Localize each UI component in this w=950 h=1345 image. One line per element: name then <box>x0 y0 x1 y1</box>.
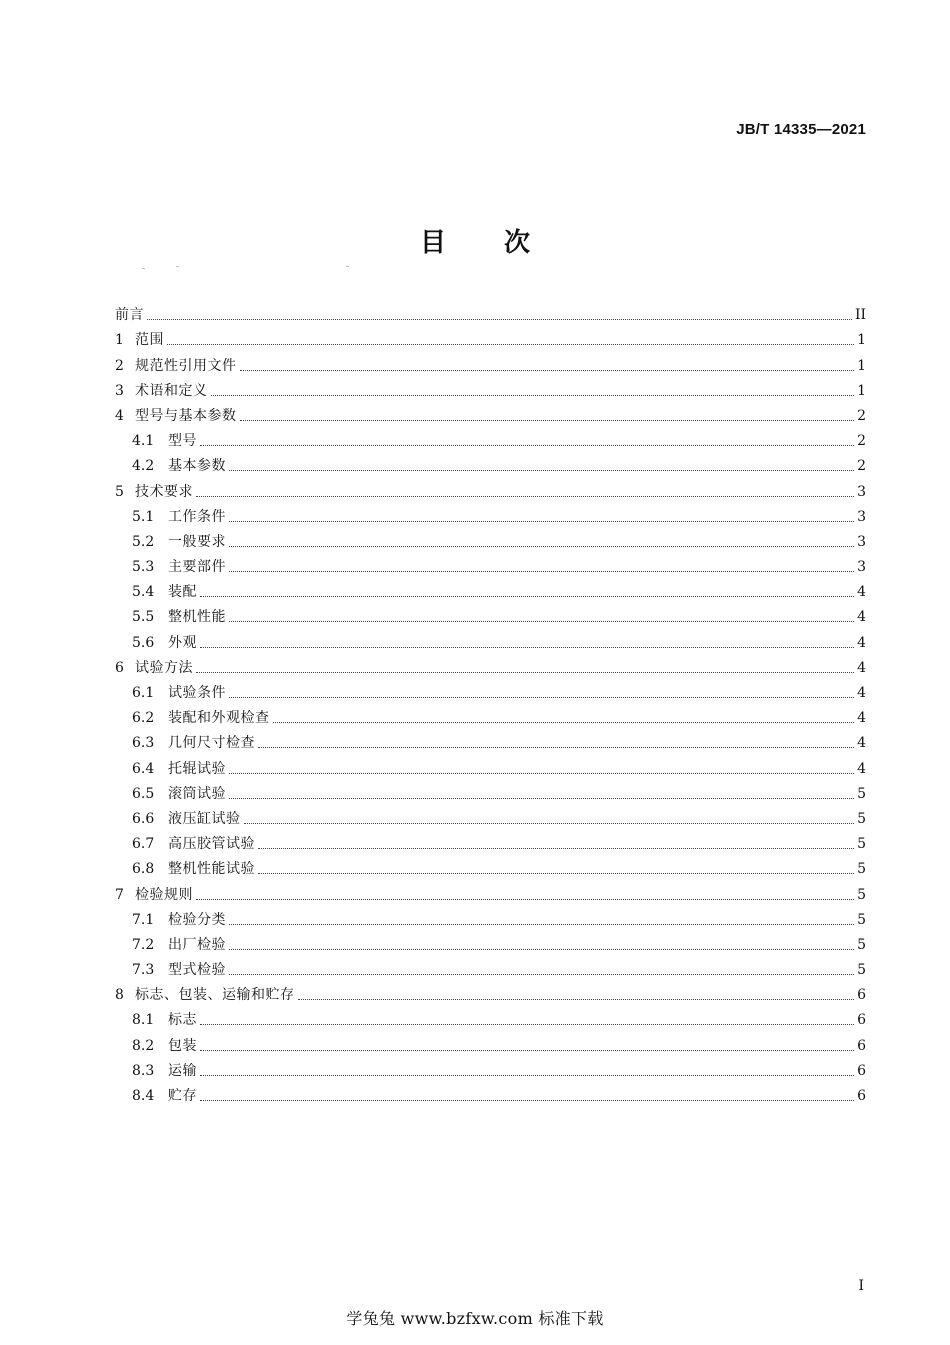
toc-entry[interactable] <box>115 552 866 577</box>
toc-entry-page: 4 <box>857 609 866 626</box>
toc-entry-page: 3 <box>857 508 866 525</box>
table-of-contents <box>115 300 866 1106</box>
toc-entry-number: 6.8 <box>132 861 155 878</box>
toc-entry-number: 5.5 <box>132 609 155 626</box>
toc-entry-page: 5 <box>857 962 866 979</box>
toc-entry-number: 6 <box>115 659 124 676</box>
toc-entry-leader <box>229 470 854 471</box>
toc-entry[interactable] <box>115 879 866 904</box>
toc-entry-page: 2 <box>857 407 866 424</box>
toc-entry-leader <box>229 798 854 799</box>
toc-entry[interactable] <box>115 376 866 401</box>
toc-entry-title: 基本参数 <box>168 458 226 475</box>
toc-entry-page: 1 <box>857 357 866 374</box>
toc-entry-title: 液压缸试验 <box>168 810 241 827</box>
toc-entry-leader <box>229 697 854 698</box>
toc-entry-page: 6 <box>857 1012 866 1029</box>
toc-entry-leader <box>229 546 854 547</box>
toc-entry-leader <box>200 1100 854 1101</box>
toc-entry-title: 试验方法 <box>135 659 193 676</box>
toc-entry-number: 5.2 <box>132 533 155 550</box>
toc-entry-title: 滚筒试验 <box>168 785 226 802</box>
toc-entry-page: 4 <box>857 584 866 601</box>
toc-entry-leader <box>229 621 854 622</box>
toc-entry-page: 6 <box>857 1037 866 1054</box>
toc-entry[interactable] <box>115 779 866 804</box>
toc-entry-number: 8 <box>115 987 124 1004</box>
toc-entry-title: 整机性能 <box>168 609 226 626</box>
toc-entry-page: 5 <box>857 936 866 953</box>
toc-entry-leader <box>147 319 852 320</box>
toc-entry[interactable] <box>115 476 866 501</box>
toc-entry[interactable] <box>115 602 866 627</box>
toc-entry-title: 标志、包装、运输和贮存 <box>135 987 295 1004</box>
toc-entry-page: 3 <box>857 559 866 576</box>
toc-entry-leader <box>167 344 854 345</box>
toc-entry-title: 运输 <box>168 1062 197 1079</box>
footer-watermark: 学兔兔 www.bzfxw.com 标准下载 <box>346 1309 604 1328</box>
toc-heading-right: 次 <box>504 228 531 258</box>
toc-entry-leader <box>200 596 854 597</box>
toc-entry-page: 2 <box>857 433 866 450</box>
toc-entry-number: 6.7 <box>132 836 155 853</box>
toc-entry-page: 4 <box>857 659 866 676</box>
toc-entry[interactable] <box>115 905 866 930</box>
toc-entry-number: 5.3 <box>132 559 155 576</box>
toc-entry[interactable] <box>115 502 866 527</box>
toc-entry[interactable] <box>115 527 866 552</box>
toc-entry-leader <box>229 924 854 925</box>
toc-entry-page: 6 <box>857 1088 866 1104</box>
toc-entry-number: 8.4 <box>132 1088 155 1104</box>
toc-entry-page: 5 <box>857 785 866 802</box>
toc-entry-number: 6.5 <box>132 785 155 802</box>
toc-entry-number: 7 <box>115 886 124 903</box>
toc-entry-page: 6 <box>857 987 866 1004</box>
toc-heading-left: 目 <box>419 228 446 258</box>
toc-entry-leader <box>229 521 854 522</box>
toc-entry-number: 5.4 <box>132 584 155 601</box>
toc-entry-page: 6 <box>857 1062 866 1079</box>
toc-entry-title: 贮存 <box>168 1088 197 1104</box>
toc-entry-leader <box>258 848 854 849</box>
toc-entry-title: 规范性引用文件 <box>135 357 237 374</box>
toc-entry-title: 高压胶管试验 <box>168 836 255 853</box>
toc-entry-page: 5 <box>857 861 866 878</box>
toc-entry[interactable] <box>115 678 866 703</box>
toc-entry-leader <box>229 773 854 774</box>
toc-entry-leader <box>258 873 854 874</box>
toc-entry-title: 出厂检验 <box>168 936 226 953</box>
toc-entry-number: 5.1 <box>132 508 155 525</box>
toc-entry-page: 5 <box>857 836 866 853</box>
toc-entry-page: 5 <box>857 886 866 903</box>
toc-entry-leader <box>244 823 855 824</box>
toc-entry-page: 4 <box>857 634 866 651</box>
toc-entry-page: 4 <box>857 685 866 701</box>
toc-entry-leader <box>229 974 854 975</box>
toc-entry-leader <box>229 949 854 950</box>
toc-entry-title: 主要部件 <box>168 559 226 576</box>
toc-entry-number: 4.2 <box>132 458 155 475</box>
toc-entry-page: 4 <box>857 710 866 727</box>
toc-entry-page: 4 <box>857 760 866 777</box>
toc-entry-page: 4 <box>857 735 866 752</box>
toc-entry-title: 检验分类 <box>168 911 226 928</box>
toc-entry-leader <box>196 672 854 673</box>
toc-entry-page: 5 <box>857 810 866 827</box>
toc-heading <box>0 222 950 259</box>
toc-entry[interactable] <box>115 703 866 728</box>
toc-entry-page: 5 <box>857 911 866 928</box>
toc-entry-title: 范围 <box>135 332 164 349</box>
toc-entry-leader <box>196 496 854 497</box>
toc-entry[interactable] <box>115 753 866 778</box>
toc-entry-number: 8.1 <box>132 1012 155 1029</box>
toc-entry-leader <box>273 722 855 723</box>
toc-entry-leader <box>200 1050 854 1051</box>
toc-entry-title: 几何尺寸检查 <box>168 735 255 752</box>
toc-entry[interactable] <box>115 300 866 325</box>
toc-entry-title: 装配和外观检查 <box>168 710 270 727</box>
toc-entry-title: 技术要求 <box>135 483 193 500</box>
toc-entry[interactable] <box>115 1056 866 1081</box>
toc-entry-title: 型号 <box>168 433 197 450</box>
toc-entry-leader <box>229 571 854 572</box>
toc-entry-number: 7.1 <box>132 911 155 928</box>
toc-entry-number: 6.2 <box>132 710 155 727</box>
toc-entry[interactable] <box>115 1081 866 1106</box>
toc-entry-title: 型号与基本参数 <box>135 407 237 424</box>
toc-entry-page: 3 <box>857 533 866 550</box>
toc-entry-title: 包装 <box>168 1037 197 1054</box>
toc-entry-number: 1 <box>115 332 124 349</box>
toc-entry-number: 7.2 <box>132 936 155 953</box>
toc-entry-title: 装配 <box>168 584 197 601</box>
toc-entry-title: 前言 <box>115 307 144 324</box>
page-number: I <box>858 1278 864 1294</box>
toc-entry-number: 6.3 <box>132 735 155 752</box>
toc-entry[interactable] <box>115 653 866 678</box>
toc-entry-number: 6.1 <box>132 685 155 701</box>
toc-entry[interactable] <box>115 426 866 451</box>
toc-entry-page: 3 <box>857 483 866 500</box>
toc-entry-leader <box>200 445 854 446</box>
toc-entry-title: 检验规则 <box>135 886 193 903</box>
toc-entry-number: 8.3 <box>132 1062 155 1079</box>
toc-entry-leader <box>200 1075 854 1076</box>
toc-entry-page: 1 <box>857 382 866 399</box>
toc-entry[interactable] <box>115 451 866 476</box>
toc-entry-leader <box>200 1024 854 1025</box>
toc-entry-number: 4 <box>115 407 124 424</box>
toc-entry-title: 标志 <box>168 1012 197 1029</box>
toc-entry-page: II <box>854 307 866 324</box>
toc-entry-title: 托辊试验 <box>168 760 226 777</box>
toc-entry[interactable] <box>115 955 866 980</box>
toc-entry-leader <box>200 647 854 648</box>
toc-entry-number: 5 <box>115 483 124 500</box>
toc-entry[interactable] <box>115 401 866 426</box>
toc-entry-number: 2 <box>115 357 124 374</box>
toc-entry[interactable] <box>115 930 866 955</box>
toc-entry-leader <box>258 747 854 748</box>
toc-entry[interactable] <box>115 829 866 854</box>
toc-entry-title: 整机性能试验 <box>168 861 255 878</box>
toc-entry[interactable] <box>115 1005 866 1030</box>
toc-entry-leader <box>240 370 855 371</box>
toc-entry-number: 6.4 <box>132 760 155 777</box>
toc-entry-number: 5.6 <box>132 634 155 651</box>
toc-entry[interactable] <box>115 627 866 652</box>
toc-entry-number: 3 <box>115 382 124 399</box>
toc-entry[interactable] <box>115 980 866 1005</box>
toc-entry-title: 一般要求 <box>168 533 226 550</box>
toc-entry[interactable] <box>115 325 866 350</box>
toc-entry-title: 试验条件 <box>168 685 226 701</box>
toc-entry[interactable] <box>115 728 866 753</box>
toc-entry[interactable] <box>115 854 866 879</box>
toc-entry[interactable] <box>115 804 866 829</box>
toc-entry-title: 型式检验 <box>168 962 226 979</box>
toc-entry-title: 工作条件 <box>168 508 226 525</box>
toc-entry-title: 外观 <box>168 634 197 651</box>
toc-entry[interactable] <box>115 1030 866 1055</box>
toc-entry-number: 4.1 <box>132 433 155 450</box>
toc-entry-leader <box>240 420 855 421</box>
toc-entry-number: 8.2 <box>132 1037 155 1054</box>
toc-entry[interactable] <box>115 350 866 375</box>
toc-entry-title: 术语和定义 <box>135 382 208 399</box>
toc-entry-leader <box>196 899 854 900</box>
toc-entry-page: 1 <box>857 332 866 349</box>
standard-code: JB/T 14335—2021 <box>736 121 866 138</box>
toc-entry[interactable] <box>115 577 866 602</box>
toc-entry-leader <box>298 999 855 1000</box>
toc-entry-number: 6.6 <box>132 810 155 827</box>
toc-entry-leader <box>211 395 855 396</box>
toc-entry-number: 7.3 <box>132 962 155 979</box>
toc-entry-page: 2 <box>857 458 866 475</box>
